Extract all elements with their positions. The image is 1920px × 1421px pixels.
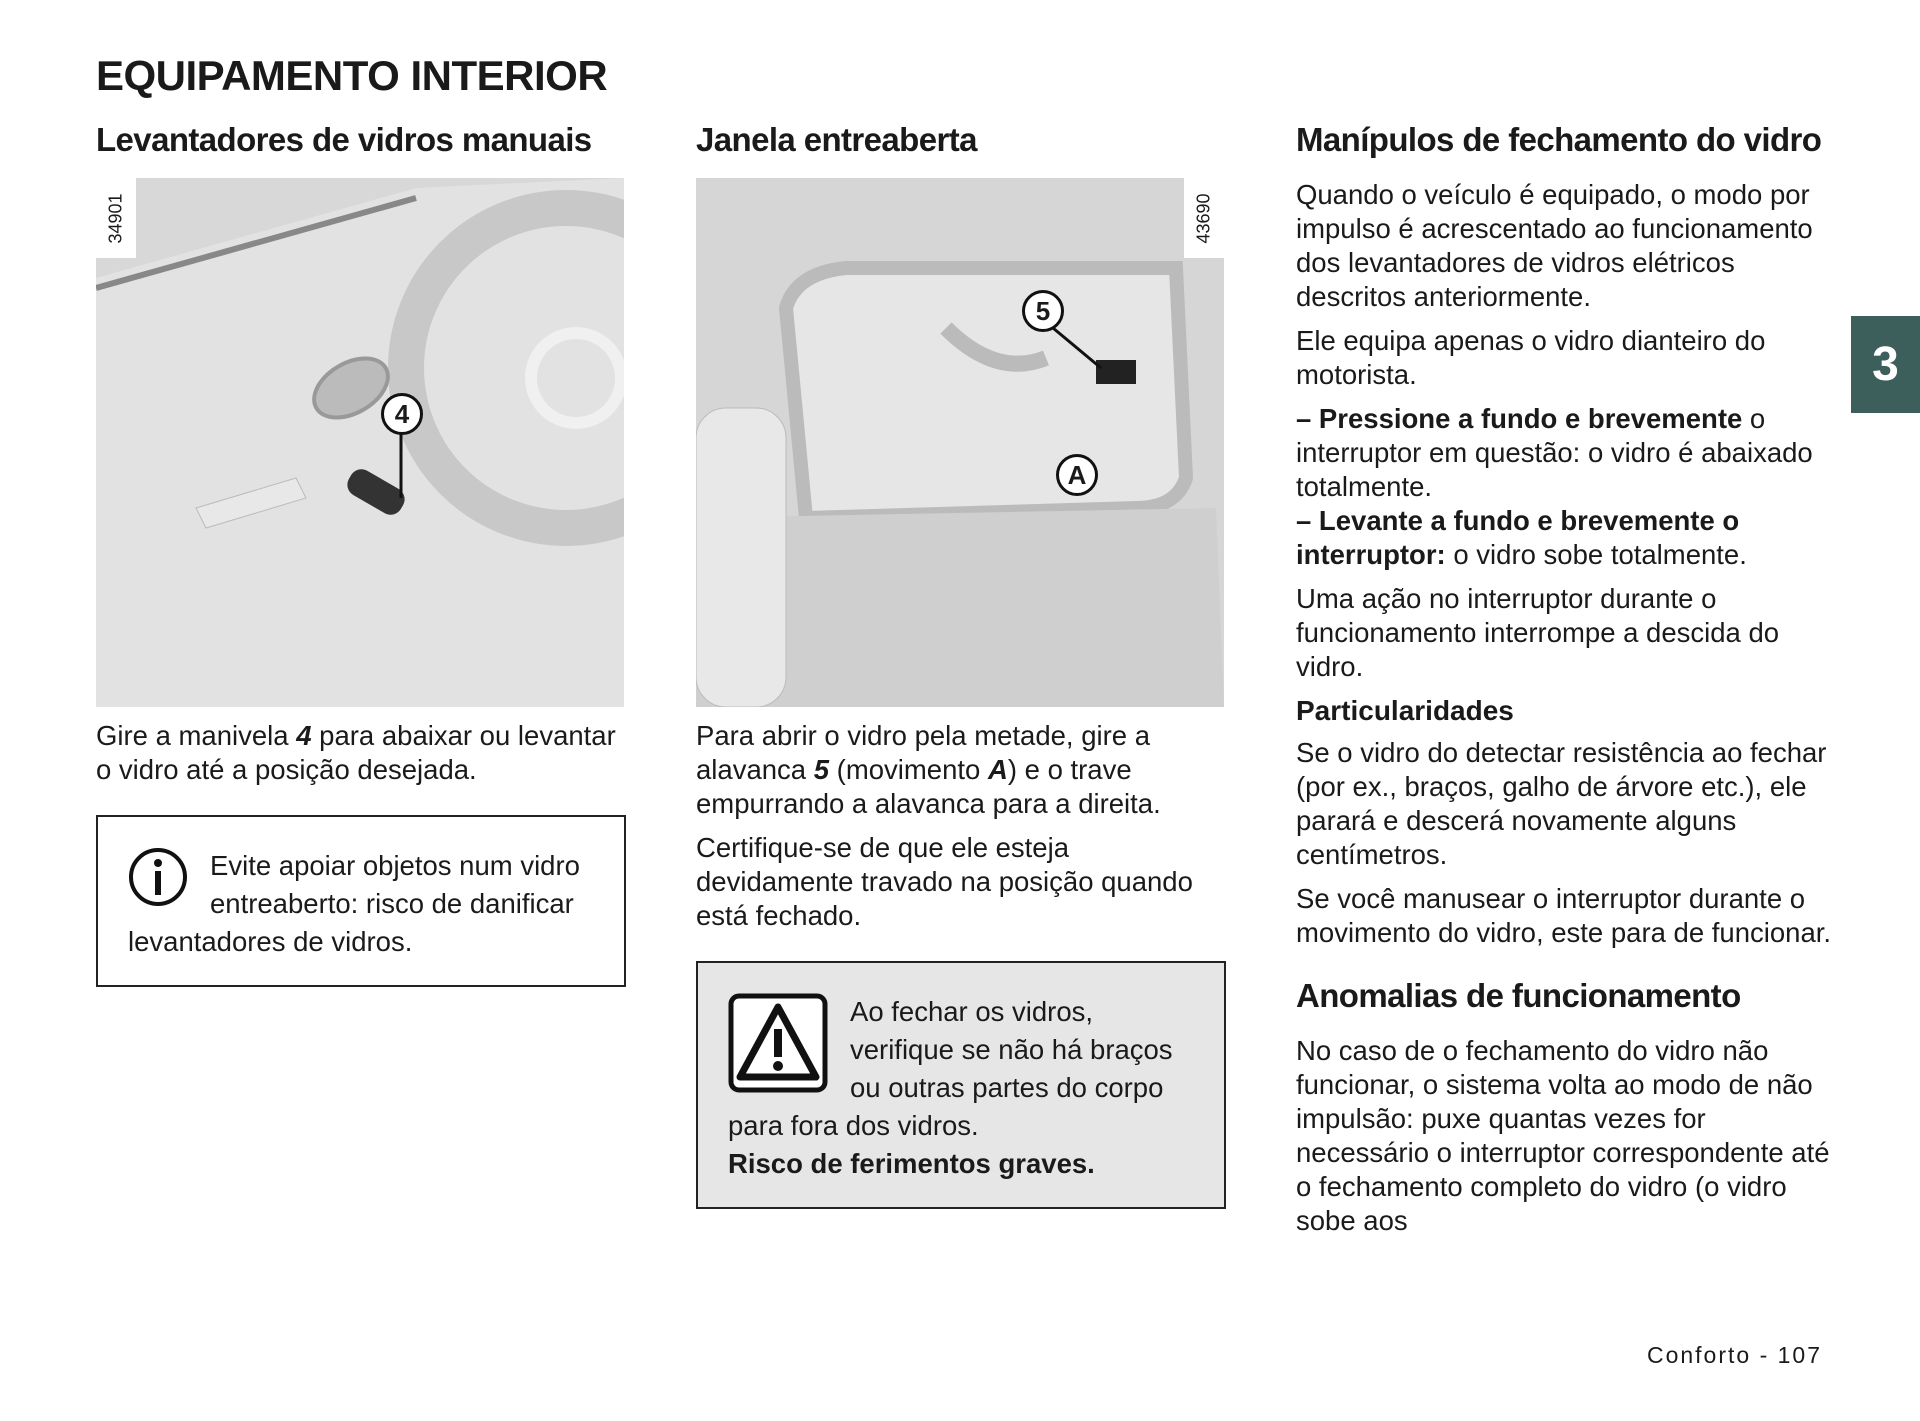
text: o vidro sobe totalmente. xyxy=(1445,539,1747,570)
warning-text: Ao fechar os vidros, verifique se não há braços ou outras partes do corpo para fora dos vidros. xyxy=(728,996,1173,1141)
subheading-particularities: Particularidades xyxy=(1296,695,1514,726)
paragraph: Quando o veículo é equipado, o modo por impulso é acrescentado ao funcionamento dos levantadores de vidros elétricos descritos anteriormente. xyxy=(1296,179,1813,312)
text: (movimento xyxy=(829,754,988,785)
paragraph: No caso de o fechamento do vidro não funcionar, o sistema volta ao modo de não impulsão: puxe quantas vezes for necessário o interruptor correspondente até o fechamento completo do vidro (o vidro sobe aos xyxy=(1296,1035,1830,1236)
latch-instructions xyxy=(696,719,1226,821)
section-heading-anomalies: Anomalias de funcionamento xyxy=(1296,977,1741,1014)
figure-number xyxy=(1184,178,1224,258)
text: o interruptor em questão: o vidro é abaixado totalmente. xyxy=(1296,403,1813,502)
warning-bold: Risco de ferimentos graves. xyxy=(728,1148,1095,1179)
door-illustration xyxy=(96,178,624,707)
paragraph: Se o vidro do detectar resistência ao fechar (por ex., braços, galho de árvore etc.), ele parará e descerá novamente alguns centímetros. xyxy=(1296,737,1827,870)
lock-note: Certifique-se de que ele esteja devidamente travado na posição quando está fechado. xyxy=(696,832,1193,931)
section-heading: Levantadores de vidros manuais xyxy=(96,121,592,158)
callout-5: 5 xyxy=(1022,290,1064,332)
crank-instructions xyxy=(96,719,626,787)
info-box xyxy=(96,815,626,987)
callout-4: 4 xyxy=(381,393,423,435)
paragraph: Ele equipa apenas o vidro dianteiro do motorista. xyxy=(1296,325,1766,390)
ref: 4 xyxy=(296,720,312,751)
ref: A xyxy=(987,754,1008,785)
section-heading: Manípulos de fechamento do vidro xyxy=(1296,121,1822,158)
figure-window-crank xyxy=(96,178,624,707)
column-manual-windows xyxy=(96,120,626,987)
figure-number-text: 43690 xyxy=(1193,192,1214,244)
warning-icon xyxy=(728,993,828,1093)
page-title: EQUIPAMENTO INTERIOR xyxy=(96,52,608,99)
figure-number xyxy=(96,178,136,258)
text: ) e o trave empurrando a alavanca para a direita. xyxy=(696,754,1161,819)
ref: 5 xyxy=(813,754,830,785)
section-heading: Janela entreaberta xyxy=(696,121,977,158)
window-illustration xyxy=(696,178,1224,707)
figure-window-latch xyxy=(696,178,1224,707)
chapter-tab: 3 xyxy=(1851,316,1920,413)
bold: – Pressione a fundo e brevemente xyxy=(1296,403,1743,434)
callout-a: A xyxy=(1056,454,1098,496)
info-icon xyxy=(128,847,188,907)
text: Gire a manivela xyxy=(96,720,297,751)
bullet-press xyxy=(1296,402,1836,504)
column-closing-handles xyxy=(1296,120,1836,1248)
paragraph: Se você manusear o interruptor durante o movimento do vidro, este para de funcionar. xyxy=(1296,883,1832,948)
bold: – Levante a fundo e brevemente o interruptor: xyxy=(1296,505,1740,570)
page-footer: Conforto - 107 xyxy=(1646,1342,1822,1368)
column-half-open-window xyxy=(696,120,1226,1209)
bullet-lift xyxy=(1296,504,1836,572)
warning-box xyxy=(696,961,1226,1209)
info-text: Evite apoiar objetos num vidro entreaberto: risco de danificar levantadores de vidros. xyxy=(128,850,580,957)
figure-number-text: 34901 xyxy=(105,192,126,244)
text: Para abrir o vidro pela metade, gire a alavanca xyxy=(696,720,1150,785)
paragraph: Uma ação no interruptor durante o funcionamento interrompe a descida do vidro. xyxy=(1296,583,1780,682)
text: para abaixar ou levantar o vidro até a posição desejada. xyxy=(96,720,616,785)
